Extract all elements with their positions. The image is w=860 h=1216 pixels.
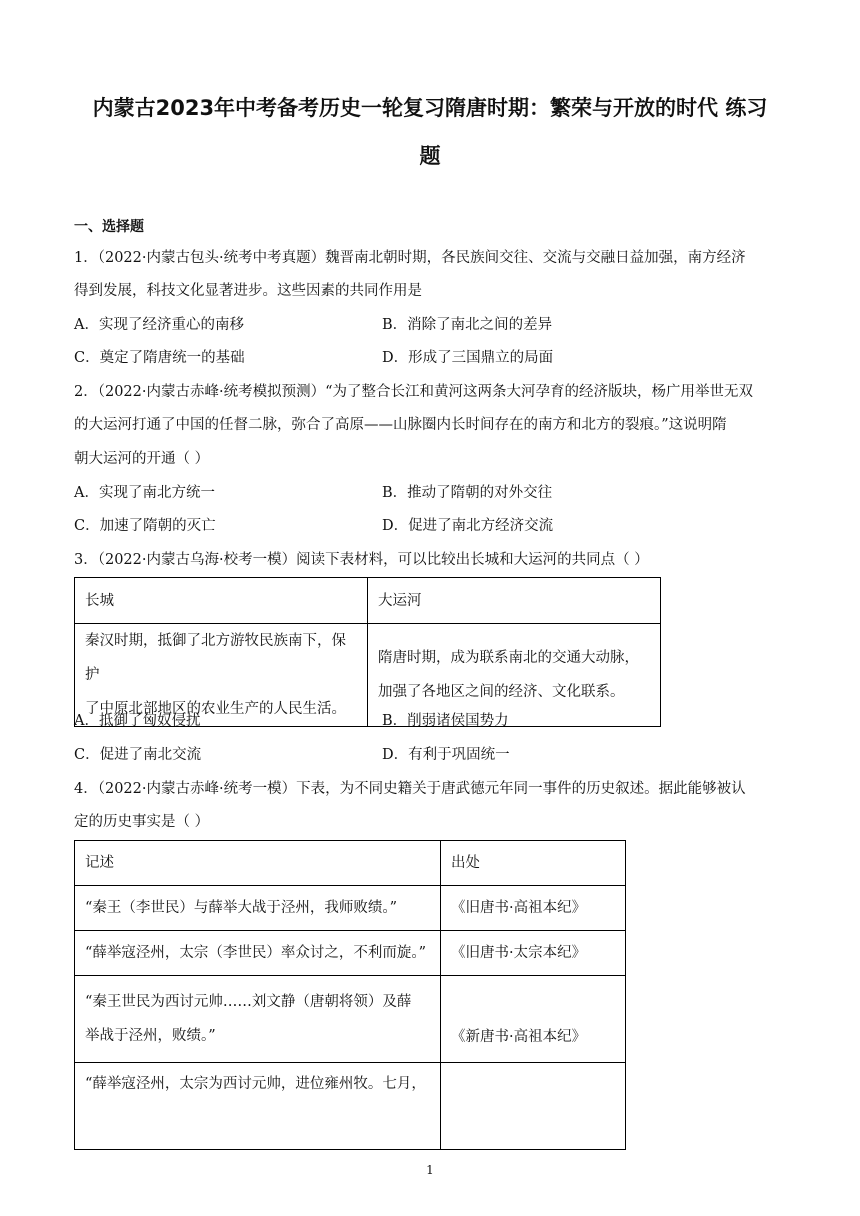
section-heading: 一、选择题 (74, 219, 144, 235)
q2-stem-line-3: 朝大运河的开通（ ） (74, 451, 210, 467)
q2-stem-line-2: 的大运河打通了中国的任督二脉，弥合了高原——山脉圈内长时间存在的南方和北方的裂痕。”这说明隋 (74, 417, 727, 433)
q4-record-4: “薛举寇泾州，太宗为西讨元帅，进位雍州牧。七月， (75, 1063, 441, 1150)
document-title (60, 84, 800, 180)
table-row (75, 976, 626, 1063)
q4-source-3: 《新唐书·高祖本纪》 (441, 976, 626, 1063)
q1-option-a: A．实现了经济重心的南移 (74, 317, 244, 333)
page-number: 1 (426, 1163, 434, 1177)
q2-option-d: D．促进了南北方经济交流 (382, 518, 554, 534)
q1-stem-line-1: 1．（2022·内蒙古包头·统考中考真题）魏晋南北朝时期，各民族间交往、交流与交融日益加强，南方经济 (74, 250, 746, 266)
q4-record-3-line-2: 举战于泾州，败绩。” (85, 1028, 216, 1044)
q4-source-1: 《旧唐书·高祖本纪》 (441, 886, 626, 931)
q4-record-3-line-1: “秦王世民为西讨元帅……刘文静（唐朝将领）及薛 (85, 994, 412, 1010)
q1-option-c: C．奠定了隋唐统一的基础 (74, 350, 245, 366)
q4-source-2: 《旧唐书·太宗本纪》 (441, 931, 626, 976)
q4-stem-line-2: 定的历史事实是（ ） (74, 814, 210, 830)
q4-record-2: “薛举寇泾州，太宗（李世民）率众讨之，不利而旋。” (75, 931, 441, 976)
q3-stem: 3．（2022·内蒙古乌海·校考一模）阅读下表材料，可以比较出长城和大运河的共同点（ ） (74, 552, 649, 568)
q3-cell-1-line-1: 秦汉时期，抵御了北方游牧民族南下，保护 (85, 633, 346, 683)
q1-option-d: D．形成了三国鼎立的局面 (382, 350, 554, 366)
q4-record-3 (75, 976, 441, 1063)
table-row (75, 886, 626, 931)
title-line-1: 内蒙古2023年中考备考历史一轮复习隋唐时期：繁荣与开放的时代 练习 (92, 96, 768, 120)
q3-cell-1-line-2: 了中原北部地区的农业生产的人民生活。 (85, 701, 346, 717)
q4-record-1: “秦王（李世民）与薛举大战于泾州，我师败绩。” (75, 886, 441, 931)
q1-stem-line-2: 得到发展，科技文化显著进步。这些因素的共同作用是 (74, 283, 422, 299)
q4-table-header-source: 出处 (441, 841, 626, 886)
q2-option-a: A．实现了南北方统一 (74, 485, 215, 501)
q3-table-header-great-wall: 长城 (75, 578, 368, 624)
q4-table-header-record: 记述 (75, 841, 441, 886)
q3-cell-2-line-1: 隋唐时期，成为联系南北的交通大动脉， (378, 650, 639, 666)
q2-option-b: B．推动了隋朝的对外交往 (382, 485, 553, 501)
q3-material-table (74, 577, 661, 727)
q3-cell-2-line-2: 加强了各地区之间的经济、文化联系。 (378, 684, 625, 700)
q1-option-b: B．消除了南北之间的差异 (382, 317, 553, 333)
q4-stem-line-1: 4．（2022·内蒙古赤峰·统考一模）下表，为不同史籍关于唐武德元年同一事件的历史叙述。据此能够被认 (74, 781, 746, 797)
q2-stem-line-1: 2．（2022·内蒙古赤峰·统考模拟预测）“为了整合长江和黄河这两条大河孕育的经济版块，杨广用举世无双 (74, 384, 754, 400)
q4-source-4 (441, 1063, 626, 1150)
q3-option-b: B．削弱诸侯国势力 (382, 713, 509, 729)
q3-option-a: A．抵御了匈奴侵扰 (74, 713, 201, 729)
table-row (75, 1063, 626, 1150)
title-line-2: 题 (419, 144, 441, 168)
q2-option-c: C．加速了隋朝的灭亡 (74, 518, 216, 534)
q3-option-c: C．促进了南北交流 (74, 747, 202, 763)
table-row (75, 931, 626, 976)
q3-option-d: D．有利于巩固统一 (382, 747, 510, 763)
q4-sources-table (74, 840, 626, 1150)
q3-table-header-grand-canal: 大运河 (368, 578, 661, 624)
